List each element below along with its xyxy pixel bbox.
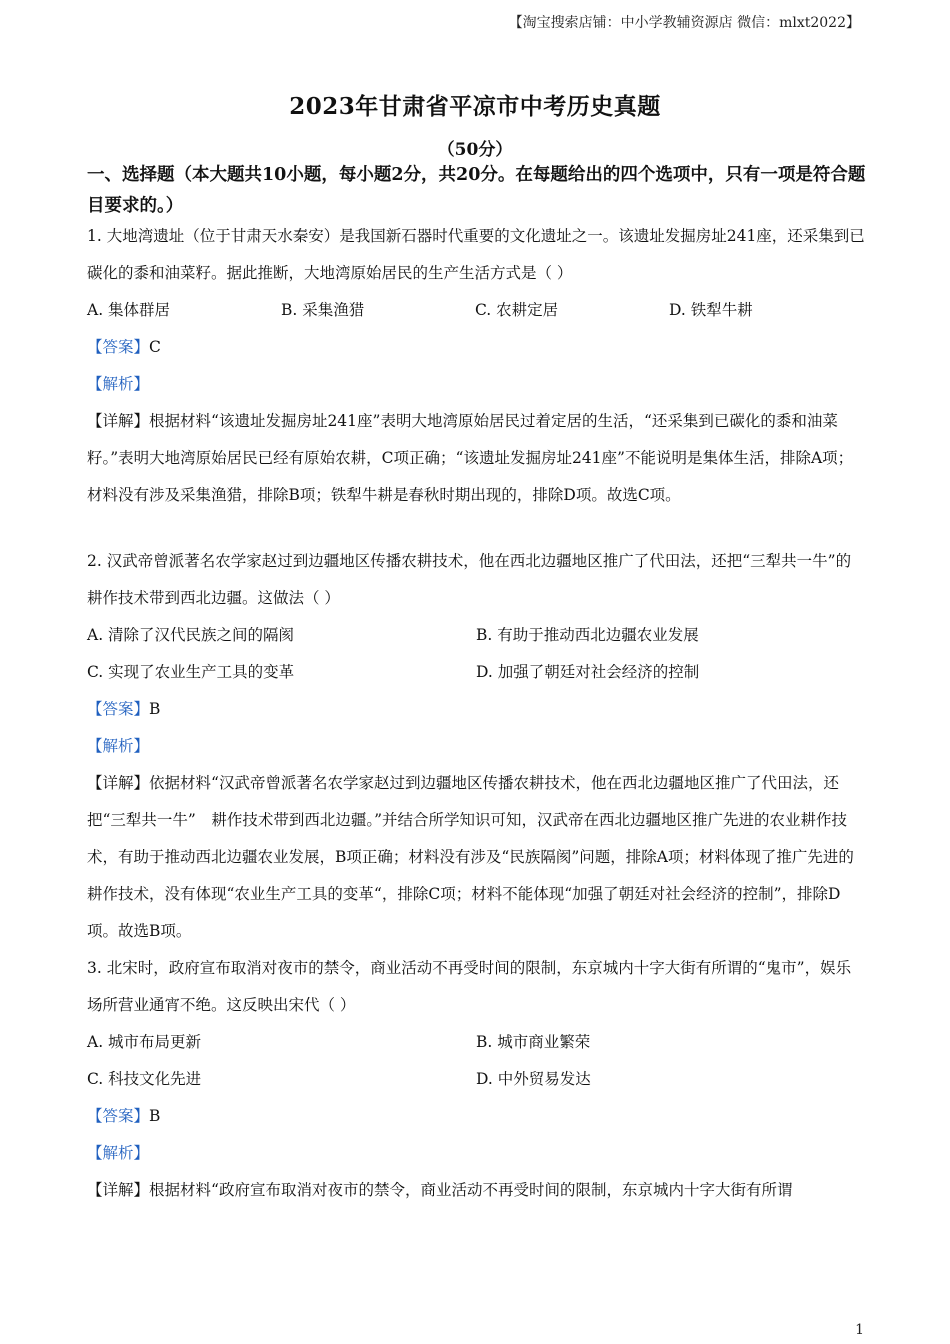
question-2-options-row-2: [87, 654, 865, 691]
page-title: 2023年甘肃省平凉市中考历史真题: [289, 93, 661, 120]
question-2-stem: 2. 汉武帝曾派著名农学家赵过到边疆地区传播农耕技术，他在西北边疆地区推广了代田法，还把“三犁共一牛”的耕作技术带到西北边疆。这做法（ ）: [87, 552, 852, 607]
option-a: A. 清除了汉代民族之间的隔阂: [87, 626, 295, 644]
detail-tag: 【详解】: [87, 774, 150, 792]
answer-tag: 【答案】: [87, 1107, 150, 1125]
detail-tag: 【详解】: [87, 1181, 150, 1199]
option-d: D. 加强了朝廷对社会经济的控制: [476, 663, 700, 681]
question-3-options-row-2: [87, 1061, 865, 1098]
answer-value: B: [149, 700, 161, 718]
question-2-analysis-tag: 【解析】: [87, 737, 150, 755]
option-a: A. 城市布局更新: [87, 1033, 202, 1051]
header-note: 【淘宝搜索店铺：中小学教辅资源店 微信：mlxt2022】: [508, 15, 860, 31]
section-heading: 一、选择题（本大题共10小题，每小题2分，共20分。在每题给出的四个选项中，只有一项是符合题目要求的。）: [87, 165, 866, 216]
option-d: D. 中外贸易发达: [476, 1070, 591, 1088]
answer-tag: 【答案】: [87, 338, 150, 356]
question-3-answer: [87, 1098, 865, 1135]
score-subtitle: （50分）: [437, 140, 513, 160]
detail-tag: 【详解】: [87, 412, 150, 430]
question-2-options-row-1: [87, 617, 865, 654]
question-1-detail: [87, 403, 865, 514]
question-1-answer: [87, 329, 865, 366]
answer-value: C: [149, 338, 161, 356]
option-c: C. 科技文化先进: [87, 1070, 202, 1088]
question-1-stem: 1. 大地湾遗址（位于甘肃天水秦安）是我国新石器时代重要的文化遗址之一。该遗址发掘房址241座，还采集到已碳化的黍和油菜籽。据此推断，大地湾原始居民的生产生活方式是（ ）: [87, 227, 865, 282]
question-3-analysis-tag: 【解析】: [87, 1144, 150, 1162]
question-3-options-row-1: [87, 1024, 865, 1061]
question-2-answer: [87, 691, 865, 728]
page-number: 1: [855, 1322, 864, 1338]
answer-tag: 【答案】: [87, 700, 150, 718]
option-b: B. 采集渔猎: [281, 301, 365, 319]
answer-value: B: [149, 1107, 161, 1125]
questions-body: [87, 218, 865, 1209]
detail-text: 根据材料“该遗址发掘房址241座”表明大地湾原始居民过着定居的生活，“还采集到已碳化的黍和油菜籽。”表明大地湾原始居民已经有原始农耕，C项正确；“该遗址发掘房址241座”不能说明是集体生活，排除A项；材料没有涉及采集渔猎，排除B项；铁犁牛耕是春秋时期出现的，排除D项。故选C项。: [87, 412, 854, 504]
detail-text: 依据材料“汉武帝曾派著名农学家赵过到边疆地区传播农耕技术，他在西北边疆地区推广了代田法，还把“三犁共一牛” 耕作技术带到西北边疆。”并结合所学知识可知，汉武帝在西北边疆地区推广先进的农业耕作技术，有助于推动西北边疆农业发展，B项正确；材料没有涉及“民族隔阂”问题，排除A项；材料体现了推广先进的耕作技术，没有体现“农业生产工具的变革“，排除C项；材料不能体现“加强了朝廷对社会经济的控制”，排除D项。故选B项。: [87, 774, 854, 940]
question-3-stem: 3. 北宋时，政府宣布取消对夜市的禁令，商业活动不再受时间的限制，东京城内十字大街有所谓的“鬼市”，娱乐场所营业通宵不绝。这反映出宋代（ ）: [87, 959, 852, 1014]
spacer: [87, 514, 865, 543]
question-2-detail: [87, 765, 865, 950]
option-b: B. 城市商业繁荣: [476, 1033, 591, 1051]
option-d: D. 铁犁牛耕: [669, 301, 753, 319]
option-a: A. 集体群居: [87, 301, 171, 319]
option-c: C. 实现了农业生产工具的变革: [87, 663, 295, 681]
detail-text: 根据材料“政府宣布取消对夜市的禁令，商业活动不再受时间的限制，东京城内十字大街有所谓: [149, 1181, 793, 1199]
option-c: C. 农耕定居: [475, 301, 559, 319]
option-b: B. 有助于推动西北边疆农业发展: [476, 626, 699, 644]
question-3-detail: [87, 1172, 865, 1209]
question-1-options: [87, 292, 865, 329]
question-1-analysis-tag: 【解析】: [87, 375, 150, 393]
